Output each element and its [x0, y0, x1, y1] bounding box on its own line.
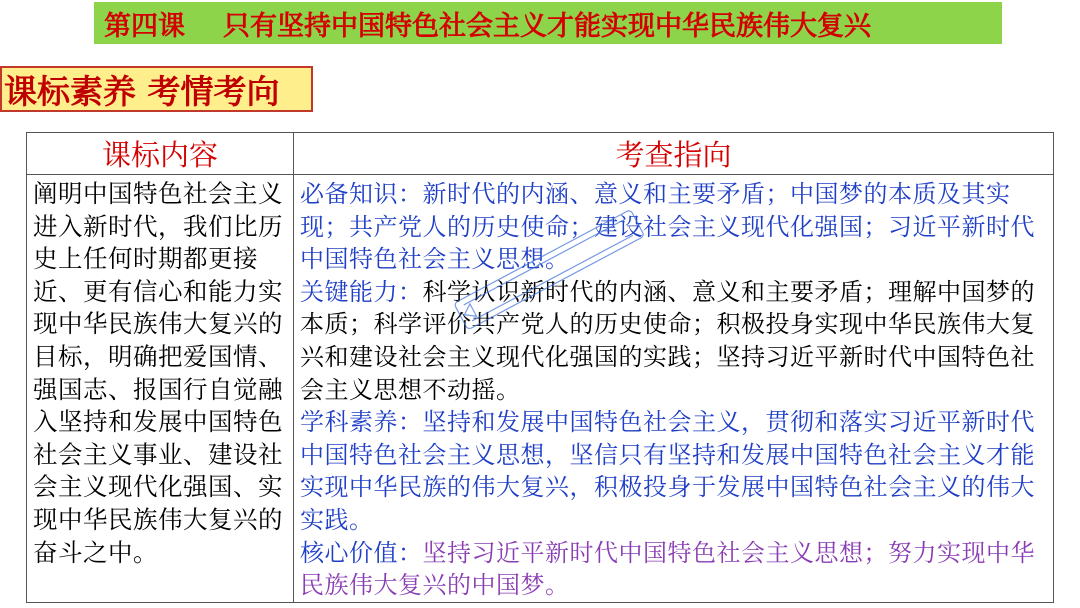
item-text: 新时代的内涵、意义和主要矛盾；中国梦的本质及其实现；共产党人的历史使命；建设社会主义现代化强国；习近平新时代中国特色社会主义思想。	[300, 180, 1035, 274]
item-label: 核心价值：	[300, 538, 423, 567]
curriculum-text: 阐明中国特色社会主义进入新时代，我们比历史上任何时期都更接近、更有信心和能力实现中华民族伟大复兴的目标，明确把爱国情、强国志、报国行自觉融入坚持和发展中国特色社会主义事业、建设社会主义现代化强国、实现中华民族伟大复兴的奋斗之中。	[33, 179, 283, 567]
content-table	[26, 132, 1054, 603]
lesson-title: 只有坚持中国特色社会主义才能实现中华民族伟大复兴	[223, 10, 871, 42]
section-tag: 课标素养 考情考向	[0, 66, 313, 112]
exam-focus-cell	[294, 175, 1054, 603]
item-text: 坚持习近平新时代中国特色社会主义思想；努力实现中华民族伟大复兴的中国梦。	[300, 538, 1035, 600]
curriculum-cell	[27, 175, 294, 603]
title-banner	[94, 2, 1002, 44]
exam-focus-text	[294, 175, 1053, 602]
item-label: 必备知识：	[300, 180, 423, 208]
table-header-row	[27, 133, 1054, 175]
item-text: 坚持和发展中国特色社会主义，贯彻和落实习近平新时代中国特色社会主义思想，坚信只有坚持和发展中国特色社会主义才能实现中华民族的伟大复兴，积极投身于发展中国特色社会主义的伟大实践。	[300, 408, 1035, 534]
header-curriculum: 课标内容	[27, 133, 294, 175]
item-label: 学科素养：	[300, 408, 423, 437]
lesson-number: 第四课	[104, 10, 185, 42]
table-row	[27, 175, 1054, 603]
item-label: 关键能力：	[300, 277, 423, 306]
header-exam-focus: 考查指向	[294, 133, 1054, 175]
item-text: 科学认识新时代的内涵、意义和主要矛盾；理解中国梦的本质；科学评价共产党人的历史使命；积极投身实现中华民族伟大复兴和建设社会主义现代化强国的实践；坚持习近平新时代中国特色社会主义思想不动摇。	[300, 277, 1035, 404]
